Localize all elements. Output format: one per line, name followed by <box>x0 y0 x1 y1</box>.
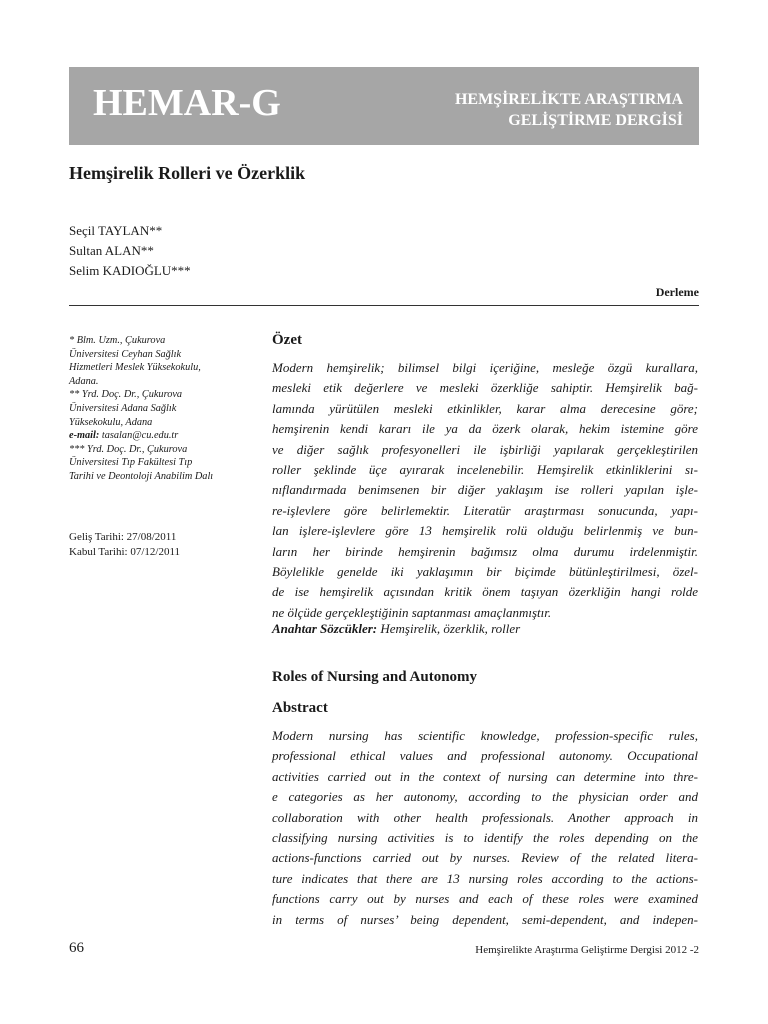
keywords <box>272 621 520 637</box>
abstract-line: functions carry out by nurses and each of these roles were examined <box>272 891 698 907</box>
english-title: Roles of Nursing and Autonomy <box>272 669 478 685</box>
abstract-line: Modern nursing has scientific knowledge, profession-specific rules, <box>272 728 698 743</box>
abstract-line: classifying nursing activities is to identify the roles depending on the <box>272 830 698 846</box>
abstract-line: collaboration with other health professionals. Another approach in <box>272 809 698 825</box>
ozet-heading: Özet <box>272 332 302 348</box>
affiliation-line: *** Yrd. Doç. Dr., Çukurova <box>69 443 188 455</box>
affiliation-line: Tarihi ve Deontoloji Anabilim Dalı <box>69 470 214 482</box>
journal-name-line1: HEMŞİRELİKTE ARAŞTIRMA <box>454 91 683 108</box>
ozet-line: re-işlevlere göre belirlemektir. Literatür araştırması sonucunda, yapı- <box>272 502 698 518</box>
keywords-label: Anahtar Sözcükler: <box>272 621 378 636</box>
affiliation-line: Üniversitesi Adana Sağlık <box>69 402 177 414</box>
ozet-line: ve diğer sağlık profesyonelleri ile işbirliği yapılarak gerçekleştirilen <box>272 441 698 457</box>
ozet-line: lamında yürütülen mesleki etkinlikler, karar alma derecesine göre; <box>272 400 698 416</box>
abstract-heading: Abstract <box>272 700 328 716</box>
affiliation-line: Adana. <box>69 375 99 387</box>
abstract-line: professional ethical values and professional autonomy. Occupational <box>272 748 698 764</box>
abstract-line: in terms of nurses’ being dependent, semi-dependent, and indepen- <box>272 911 698 927</box>
affiliation-line: Yüksekokulu, Adana <box>69 416 153 428</box>
abstract-line: actions-functions carried out by nurses. Review of the related litera- <box>272 850 698 866</box>
ozet-line: ların her birinde hemşirenin bağımsız olma durumu irdelenmiştir. <box>272 543 698 559</box>
ozet-line: lan işlere-işlevlere göre 13 hemşirelik rolü olduğu belirlenmiş ve bun- <box>272 523 698 539</box>
ozet-line: ne ölçüde gerçekleştiğinin saptanması amaçlanmıştır. <box>272 604 552 620</box>
author: Sultan ALAN** <box>69 243 154 258</box>
affiliations <box>69 334 254 484</box>
footer-journal: Hemşirelikte Araştırma Geliştirme Dergisi 2012 -2 <box>475 944 699 956</box>
author: Seçil TAYLAN** <box>69 223 163 238</box>
affiliation-line: * Blm. Uzm., Çukurova <box>69 335 166 346</box>
email-line <box>69 429 254 443</box>
journal-banner <box>69 67 699 145</box>
affiliation-line: Üniversitesi Ceyhan Sağlık <box>69 348 182 360</box>
abstract-line: activities carried out in the context of nursing can determine into thre- <box>272 768 698 784</box>
author-list <box>69 221 191 281</box>
email-address[interactable]: tasalan@cu.edu.tr <box>101 430 179 442</box>
accepted-date: Kabul Tarihi: 07/12/2011 <box>69 546 181 558</box>
ozet-line: Modern hemşirelik; bilimsel bilgi içeriğine, mesleğe özgü kurallara, <box>272 360 698 375</box>
ozet-line: mesleki etik değerlere ve mesleki özerkliğe sahiptir. Hemşirelik bağ- <box>272 380 698 396</box>
keywords-value: Hemşirelik, özerklik, roller <box>380 621 521 636</box>
journal-logo: HEMAR-G <box>93 82 281 124</box>
ozet-line: Böylelikle genelde iki yaklaşımın bir biçimde bütünleştirilmesi, özel- <box>272 564 698 580</box>
author: Selim KADIOĞLU*** <box>69 263 191 278</box>
abstract-text <box>272 726 698 930</box>
affiliation-line: ** Yrd. Doç. Dr., Çukurova <box>69 389 183 401</box>
affiliation-line: Üniversitesi Tıp Fakültesi Tıp <box>69 457 193 469</box>
ozet-line: nıflandırmada benimsenen bir diğer yaklaşım ise rolleri yapılan işle- <box>272 482 698 498</box>
journal-name <box>455 89 683 131</box>
article-title: Hemşirelik Rolleri ve Özerklik <box>69 163 306 183</box>
abstract-line: e categories as her autonomy, according to the physician order and <box>272 789 698 805</box>
affiliation-line: Hizmetleri Meslek Yüksekokulu, <box>69 362 201 374</box>
ozet-line: roller şeklinde üçe ayırarak incelenebilir. Hemşirelik etkinliklerini sı- <box>272 462 698 478</box>
article-type: Derleme <box>655 285 699 299</box>
email-label: e-mail: <box>69 430 100 442</box>
ozet-line: de ise hemşirelik açısından kritik önem taşıyan özerkliğin hangi rolde <box>272 584 698 600</box>
journal-name-line2: GELİŞTİRME DERGİSİ <box>508 112 683 129</box>
header-divider <box>69 305 699 306</box>
article-dates <box>69 530 180 560</box>
ozet-line: hemşirenin kendi kararı ile ya da özerk olarak, hekim istemine göre <box>272 421 698 437</box>
abstract-line: ture indicates that there are 13 nursing roles according to the actions- <box>272 870 698 886</box>
received-date: Geliş Tarihi: 27/08/2011 <box>69 531 177 543</box>
ozet-text <box>272 358 698 623</box>
page-number: 66 <box>69 940 84 956</box>
